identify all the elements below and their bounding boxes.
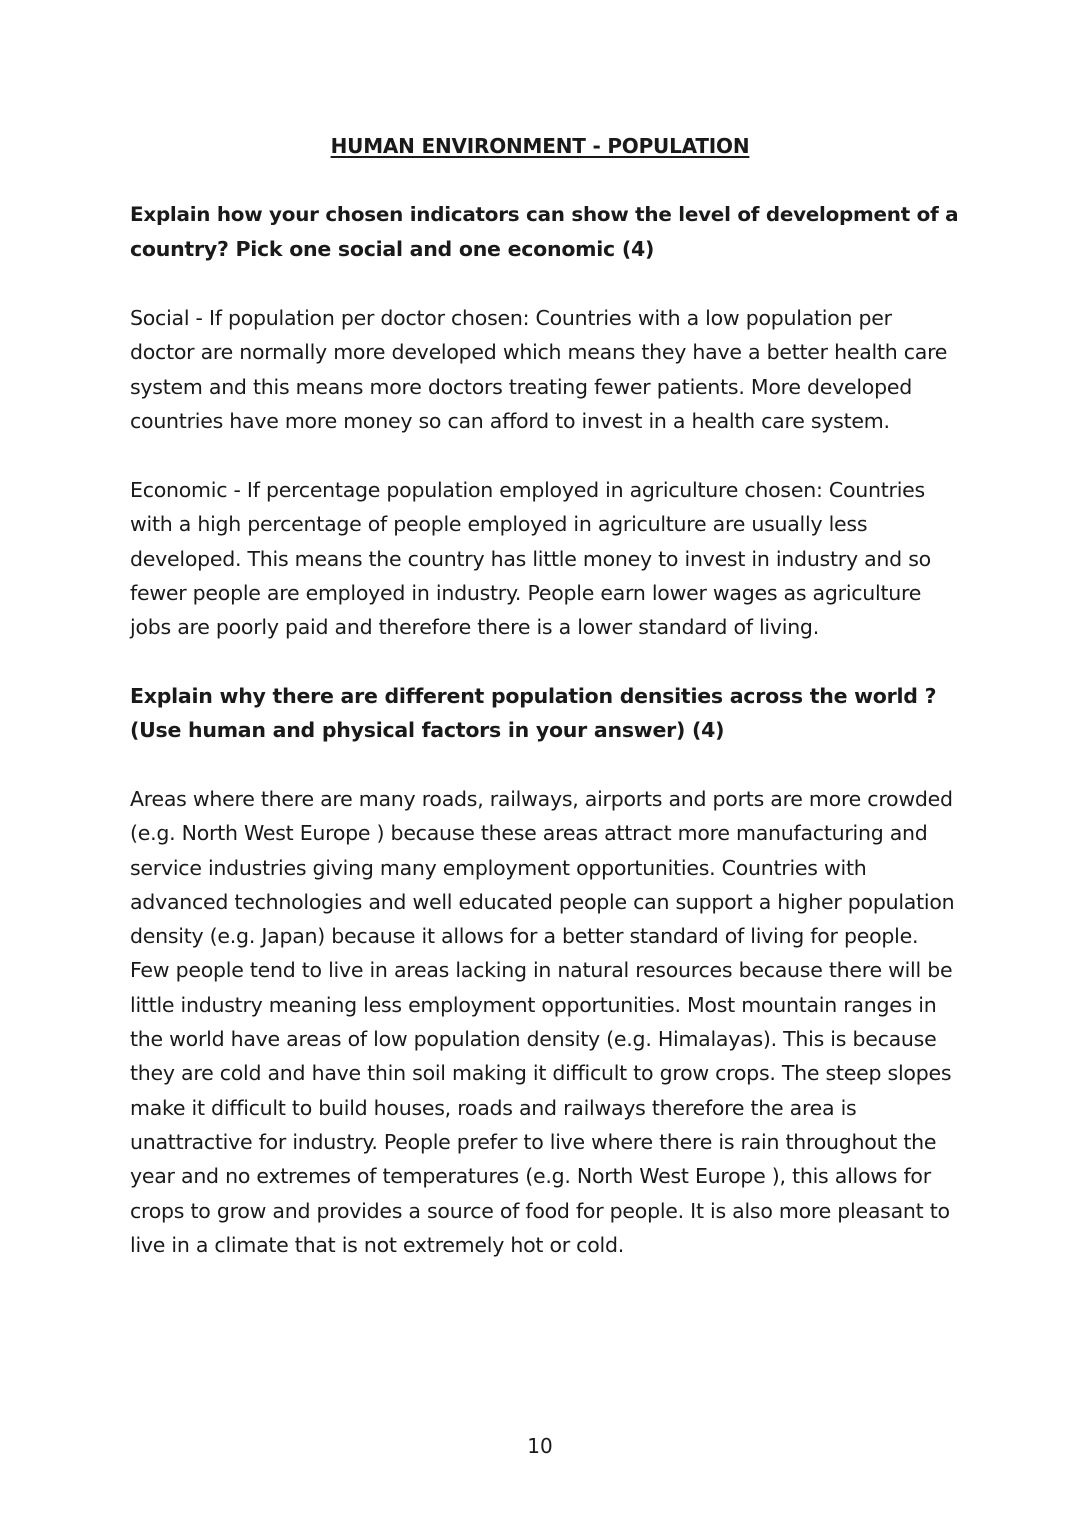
answer-line: little industry meaning less employment opportunities. Most mountain ranges in (130, 992, 937, 1017)
answer-line: year and no extremes of temperatures (e.g. North West Europe ), this allows for (130, 1164, 931, 1189)
question-line: Explain why there are different population densities across the world ? (130, 684, 937, 708)
answer-line: with a high percentage of people employed in agriculture are usually less (130, 512, 868, 537)
page-title: HUMAN ENVIRONMENT - POPULATION (330, 134, 750, 158)
answer-line: unattractive for industry. People prefer to live where there is rain throughout the (130, 1129, 937, 1154)
answer-line: jobs are poorly paid and therefore there is a lower standard of living. (130, 615, 819, 640)
answer-line: make it difficult to build houses, roads and railways therefore the area is (130, 1095, 857, 1120)
answer-line: they are cold and have thin soil making it difficult to grow crops. The steep slopes (130, 1061, 952, 1086)
answer-social-indicator (130, 301, 960, 438)
answer-line: developed. This means the country has little money to invest in industry and so (130, 546, 931, 571)
answer-line: advanced technologies and well educated people can support a higher population (130, 889, 955, 914)
answer-line: system and this means more doctors treating fewer patients. More developed (130, 374, 912, 399)
answer-line: service industries giving many employment opportunities. Countries with (130, 855, 867, 880)
answer-line: doctor are normally more developed which means they have a better health care (130, 340, 948, 365)
answer-line: Few people tend to live in areas lacking in natural resources because there will be (130, 958, 953, 983)
answer-population-density (130, 782, 960, 1262)
answer-line: crops to grow and provides a source of food for people. It is also more pleasant to (130, 1198, 950, 1223)
answer-economic-indicator (130, 473, 960, 644)
answer-line: density (e.g. Japan) because it allows for a better standard of living for people. (130, 924, 919, 949)
question-line: Explain how your chosen indicators can show the level of development of a (130, 203, 959, 226)
answer-line: countries have more money so can afford to invest in a health care system. (130, 408, 890, 433)
answer-line: Areas where there are many roads, railways, airports and ports are more crowded (130, 787, 953, 811)
question-development-indicators (130, 198, 960, 267)
question-population-density (130, 679, 960, 748)
answer-line: live in a climate that is not extremely hot or cold. (130, 1232, 624, 1257)
question-line: country? Pick one social and one economic (4) (130, 237, 655, 262)
answer-line: fewer people are employed in industry. People earn lower wages as agriculture (130, 580, 922, 605)
answer-line: Social - If population per doctor chosen: Countries with a low population per (130, 306, 892, 330)
answer-line: the world have areas of low population density (e.g. Himalayas). This is because (130, 1027, 937, 1052)
answer-line: (e.g. North West Europe ) because these areas attract more manufacturing and (130, 821, 928, 846)
page-number: 10 (527, 1434, 553, 1458)
question-line: (Use human and physical factors in your answer) (4) (130, 718, 725, 743)
answer-line: Economic - If percentage population employed in agriculture chosen: Countries (130, 478, 925, 502)
